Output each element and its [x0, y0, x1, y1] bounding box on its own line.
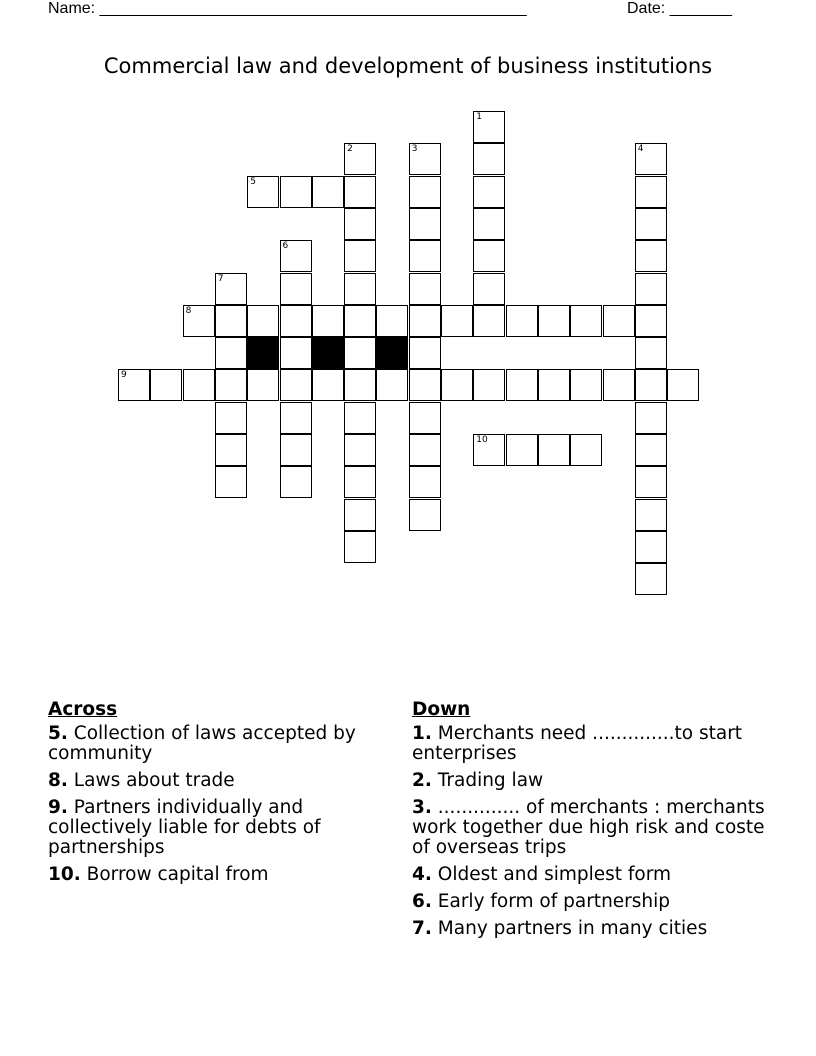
grid-cell[interactable]	[280, 369, 312, 401]
grid-cell[interactable]	[280, 434, 312, 466]
grid-cell[interactable]	[215, 402, 247, 434]
grid-cell[interactable]	[344, 434, 376, 466]
grid-cell[interactable]	[118, 369, 150, 401]
clue-text: Early form of partnership	[437, 891, 671, 912]
grid-cell[interactable]	[247, 369, 279, 401]
clue-number: 2.	[412, 770, 432, 791]
grid-cell[interactable]	[635, 305, 667, 337]
clue-number: 4.	[412, 864, 432, 885]
clue-number: 8.	[48, 770, 68, 791]
page-title: Commercial law and development of business institutions	[103, 54, 713, 78]
clue-number-label: 1	[476, 112, 483, 122]
grid-cell[interactable]	[603, 369, 635, 401]
grid-cell[interactable]	[376, 369, 408, 401]
grid-cell[interactable]	[506, 369, 538, 401]
clue-text: .............. of merchants : merchants work together due high risk and coste of overseas trips	[412, 797, 765, 858]
grid-cell[interactable]	[506, 434, 538, 466]
down-heading: Down	[412, 699, 471, 720]
grid-cell[interactable]	[183, 369, 215, 401]
grid-cell[interactable]	[312, 369, 344, 401]
shaded-square	[312, 337, 344, 369]
grid-cell[interactable]	[215, 466, 247, 498]
grid-cell[interactable]	[473, 176, 505, 208]
clue-down-4	[412, 865, 782, 885]
grid-cell[interactable]	[635, 273, 667, 305]
grid-cell[interactable]	[538, 305, 570, 337]
grid-cell[interactable]	[635, 402, 667, 434]
grid-cell[interactable]	[635, 563, 667, 595]
grid-cell[interactable]	[538, 369, 570, 401]
grid-cell[interactable]	[635, 434, 667, 466]
grid-cell[interactable]	[344, 208, 376, 240]
grid-cell[interactable]	[344, 273, 376, 305]
grid-cell[interactable]	[344, 176, 376, 208]
grid-cell[interactable]	[473, 273, 505, 305]
clue-across-9	[48, 798, 378, 858]
clue-text: Merchants need ..............to start enterprises	[412, 723, 743, 764]
clue-number-label: 10	[476, 435, 488, 445]
grid-cell[interactable]	[344, 337, 376, 369]
clue-text: Trading law	[437, 770, 544, 791]
grid-cell[interactable]	[409, 466, 441, 498]
clue-number-label: 7	[217, 273, 224, 284]
clue-number: 10.	[48, 864, 81, 885]
grid-cell[interactable]	[280, 305, 312, 337]
grid-cell[interactable]	[344, 531, 376, 563]
grid-cell[interactable]	[247, 176, 279, 208]
grid-cell[interactable]	[409, 240, 441, 272]
grid-cell[interactable]	[344, 143, 376, 175]
grid-cell[interactable]	[635, 531, 667, 563]
clue-down-2	[412, 771, 782, 791]
clue-down-6	[412, 892, 782, 912]
grid-cell[interactable]	[635, 143, 667, 175]
clue-down-1	[412, 724, 782, 764]
grid-cell[interactable]	[376, 305, 408, 337]
grid-cell[interactable]	[344, 402, 376, 434]
grid-cell[interactable]	[215, 337, 247, 369]
grid-cell[interactable]	[635, 240, 667, 272]
clue-across-8	[48, 771, 378, 791]
across-clues	[48, 700, 378, 892]
clue-number: 6.	[412, 891, 432, 912]
clue-number: 7.	[412, 918, 432, 939]
grid-cell[interactable]	[215, 305, 247, 337]
grid-cell[interactable]	[570, 305, 602, 337]
clue-number-label: 2	[347, 144, 353, 155]
grid-cell[interactable]	[150, 369, 182, 401]
grid-cell[interactable]	[635, 176, 667, 208]
grid-cell[interactable]	[409, 369, 441, 401]
clue-text: Many partners in many cities	[437, 918, 708, 939]
grid-cell[interactable]	[409, 273, 441, 305]
grid-cell[interactable]	[635, 499, 667, 531]
grid-cell[interactable]	[473, 434, 505, 466]
clue-text: Oldest and simplest form	[437, 864, 672, 885]
grid-cell[interactable]	[506, 305, 538, 337]
clue-number: 5.	[48, 723, 68, 744]
clue-number-label: 4	[637, 144, 644, 155]
clue-number: 1.	[412, 723, 432, 744]
across-heading: Across	[48, 699, 118, 720]
grid-cell[interactable]	[312, 176, 344, 208]
grid-cell[interactable]	[215, 434, 247, 466]
shaded-square	[247, 337, 279, 369]
grid-cell[interactable]	[570, 369, 602, 401]
grid-cell[interactable]	[344, 499, 376, 531]
grid-cell[interactable]	[570, 434, 602, 466]
clue-number: 3.	[412, 797, 432, 818]
grid-cell[interactable]	[280, 402, 312, 434]
grid-cell[interactable]	[344, 305, 376, 337]
grid-cell[interactable]	[344, 369, 376, 401]
clue-text: Borrow capital from	[86, 864, 269, 885]
grid-cell[interactable]	[409, 176, 441, 208]
clue-number-label: 3	[411, 144, 418, 155]
grid-cell[interactable]	[344, 240, 376, 272]
grid-cell[interactable]	[409, 305, 441, 337]
clue-across-5	[48, 724, 378, 764]
grid-cell[interactable]	[215, 273, 247, 305]
clue-number-label: 5	[250, 176, 256, 187]
date-field[interactable]: Date: _______	[627, 0, 732, 17]
grid-cell[interactable]	[441, 369, 473, 401]
grid-cell[interactable]	[635, 337, 667, 369]
grid-cell[interactable]	[409, 402, 441, 434]
grid-cell[interactable]	[538, 434, 570, 466]
clue-text: Collection of laws accepted by community	[48, 723, 356, 764]
grid-cell[interactable]	[312, 305, 344, 337]
clue-number-label: 8	[185, 305, 192, 316]
clue-across-10	[48, 865, 378, 885]
clue-number: 9.	[48, 797, 68, 818]
grid-cell[interactable]	[183, 305, 215, 337]
grid-cell[interactable]	[635, 208, 667, 240]
clue-down-7	[412, 919, 782, 939]
clue-number-label: 9	[121, 370, 127, 381]
grid-cell[interactable]	[667, 369, 699, 401]
grid-cell[interactable]	[473, 369, 505, 401]
grid-cell[interactable]	[409, 337, 441, 369]
clue-text: Partners individually and collectively liable for debts of partnerships	[48, 797, 321, 858]
clue-down-3	[412, 798, 782, 858]
clue-text: Laws about trade	[73, 770, 235, 791]
grid-cell[interactable]	[215, 369, 247, 401]
grid-cell[interactable]	[247, 305, 279, 337]
grid-cell[interactable]	[635, 369, 667, 401]
grid-cell[interactable]	[409, 434, 441, 466]
grid-cell[interactable]	[280, 337, 312, 369]
grid-cell[interactable]	[441, 305, 473, 337]
clue-number-label: 6	[282, 241, 289, 252]
grid-cell[interactable]	[280, 240, 312, 272]
shaded-square	[376, 337, 408, 369]
grid-cell[interactable]	[344, 466, 376, 498]
grid-cell[interactable]	[280, 176, 312, 208]
grid-cell[interactable]	[603, 305, 635, 337]
grid-cell[interactable]	[280, 273, 312, 305]
grid-cell[interactable]	[409, 143, 441, 175]
grid-cell[interactable]	[409, 208, 441, 240]
grid-cell[interactable]	[409, 499, 441, 531]
grid-cell[interactable]	[635, 466, 667, 498]
grid-cell[interactable]	[473, 111, 505, 143]
grid-cell[interactable]	[473, 305, 505, 337]
name-field[interactable]: Name: ________________________________________________	[48, 0, 527, 17]
grid-cell[interactable]	[473, 143, 505, 175]
grid-cell[interactable]	[280, 466, 312, 498]
down-clues	[412, 700, 782, 946]
grid-cell[interactable]	[473, 240, 505, 272]
grid-cell[interactable]	[473, 208, 505, 240]
